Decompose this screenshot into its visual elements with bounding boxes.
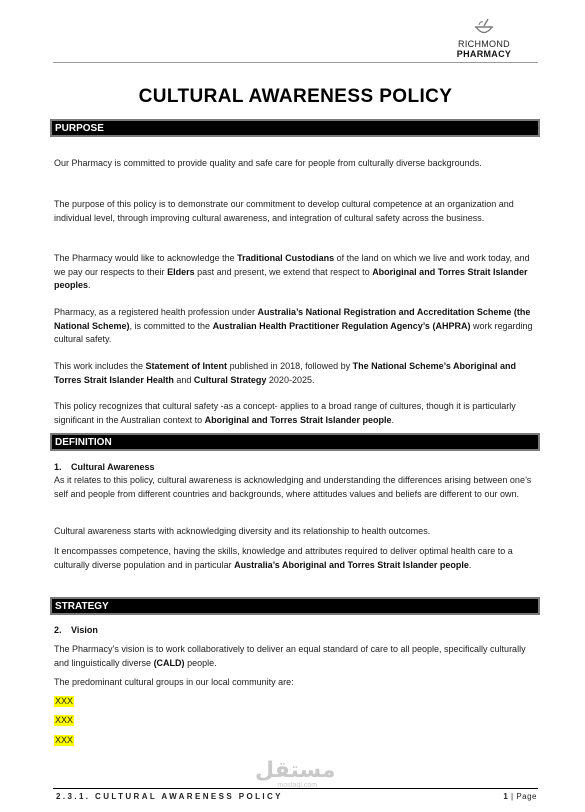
cultural-group-placeholder: XXX <box>55 696 74 706</box>
cultural-group-placeholder: XXX <box>55 715 74 725</box>
cultural-group-placeholder: XXX <box>55 735 74 745</box>
purpose-paragraph-6: This policy recognizes that cultural safety -as a concept- applies to a broad range of cultures, though it is particularly significant in the Australian context to Aboriginal and Torres Strait Islander people. <box>54 401 516 425</box>
definition-paragraph-3: It encompasses competence, having the skills, knowledge and attributes required to deliver optimal health care to a culturally diverse population and in particular Australia’s Aboriginal and Torres Strait Islander people. <box>54 546 513 570</box>
footer-rule <box>53 788 538 789</box>
purpose-paragraph-5: This work includes the Statement of Intent published in 2018, followed by The National Scheme’s Aboriginal and Torres Strait Islander Health and Cultural Strategy 2020-2025. <box>54 361 517 385</box>
strategy-paragraph-2: The predominant cultural groups in our local community are: <box>54 677 294 687</box>
watermark-arabic: مستقل <box>255 758 336 783</box>
purpose-paragraph-2: The purpose of this policy is to demonstrate our commitment to develop cultural competence at an organization and individual level, through improving cultural awareness, and integration of cultural safety across the business. <box>54 199 514 223</box>
footer-document-title: 2.3.1. CULTURAL AWARENESS POLICY <box>56 792 283 801</box>
section-title-definition: DEFINITION <box>55 437 112 448</box>
pharmacy-logo <box>453 18 515 59</box>
purpose-paragraph-1: Our Pharmacy is committed to provide quality and safe care for people from culturally diverse backgrounds. <box>54 158 482 168</box>
watermark <box>255 760 335 789</box>
page-title: CULTURAL AWARENESS POLICY <box>138 86 453 107</box>
definition-paragraph-2: Cultural awareness starts with acknowledging diversity and its relationship to health outcomes. <box>54 526 431 536</box>
subheading-cultural-awareness: 1. Cultural Awareness <box>54 462 155 472</box>
header-rule <box>53 62 538 63</box>
section-title-purpose: PURPOSE <box>55 123 104 134</box>
section-title-strategy: STRATEGY <box>55 601 109 612</box>
watermark-latin: mostaql.com <box>277 782 318 789</box>
purpose-paragraph-4: Pharmacy, as a registered health profession under Australia’s National Registration and Accreditation Scheme (the National Scheme), is committed to the Australian Health Practitioner Regulation Agency’s (AHPRA) work regarding cultural safety. <box>54 307 533 344</box>
section-header-definition <box>50 433 540 451</box>
logo-line-2: PHARMACY <box>456 49 512 59</box>
subheading-vision: 2. Vision <box>54 625 98 635</box>
purpose-paragraph-3: The Pharmacy would like to acknowledge the Traditional Custodians of the land on which we live and work today, and we pay our respects to their Elders past and present, we extend that respect to Aboriginal and Torres Strait Islander peoples. <box>54 253 530 290</box>
mortar-pestle-icon <box>473 18 495 38</box>
section-header-purpose <box>50 119 540 137</box>
strategy-paragraph-1: The Pharmacy’s vision is to work collaboratively to deliver an equal standard of care to all people, specifically culturally and linguistically diverse (CALD) people. <box>54 644 526 668</box>
definition-paragraph-1: As it relates to this policy, cultural awareness is acknowledging and understanding the differences arising between one’s self and people from different countries and backgrounds, where attitudes values and beliefs are different to our own. <box>54 475 532 499</box>
footer-page-number: 1 | Page <box>503 792 537 801</box>
logo-line-1: RICHMOND <box>458 39 510 49</box>
section-header-strategy <box>50 597 540 615</box>
